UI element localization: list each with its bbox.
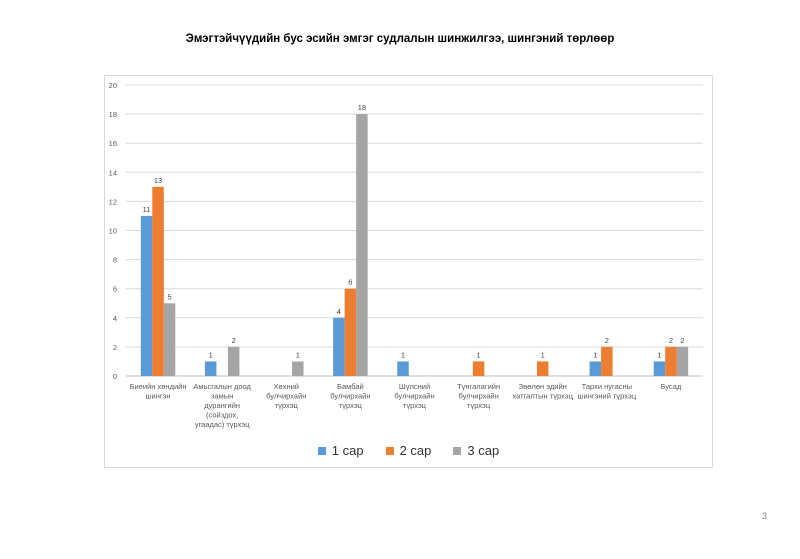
- data-label: 18: [357, 103, 367, 113]
- bar-2: [601, 347, 613, 376]
- bar-1: [590, 361, 602, 376]
- bar-2: [537, 361, 549, 376]
- data-label: 1: [400, 350, 406, 360]
- data-label: 2: [668, 335, 674, 345]
- x-tick-label: Шүлсний булчирхайн түрхэц: [394, 382, 435, 410]
- y-tick-label: 6: [112, 284, 117, 294]
- bar-1: [205, 361, 217, 376]
- bar-3: [677, 347, 689, 376]
- data-label: 2: [680, 335, 685, 345]
- bar-1: [397, 361, 409, 376]
- bar-1: [333, 318, 345, 376]
- data-label: 4: [336, 306, 341, 316]
- y-tick-label: 8: [112, 255, 117, 265]
- legend-item-series-3: [453, 443, 499, 458]
- y-tick-label: 10: [108, 226, 117, 236]
- data-label: 1: [657, 350, 662, 360]
- legend-swatch-series-3: [453, 447, 461, 455]
- data-label: 1: [476, 350, 481, 360]
- x-tick-label: Амьсгалын доод замын дурангийн (сойздох, угаадас) түрхэц: [193, 382, 251, 429]
- bar-2: [345, 289, 357, 376]
- data-label: 6: [348, 277, 353, 287]
- bar-1: [654, 361, 666, 376]
- bar-1: [141, 216, 153, 376]
- bar-2: [665, 347, 677, 376]
- bar-3: [356, 114, 368, 376]
- data-label: 13: [153, 175, 163, 185]
- x-tick-label: Түнгалагийн булчирхайн түрхэц: [457, 382, 501, 410]
- data-label: 1: [540, 350, 545, 360]
- data-label: 11: [142, 204, 151, 214]
- chart-legend: [104, 443, 713, 458]
- data-label: 1: [208, 350, 213, 360]
- x-tick-label: Зөөлөн эдийн хатгалтын түрхэц: [512, 382, 573, 401]
- data-label: 5: [167, 292, 172, 302]
- legend-label-series-3: 3 сар: [467, 443, 500, 458]
- x-tick-label: Биеийн хөндийн шингэн: [129, 382, 187, 401]
- y-tick-label: 12: [108, 197, 117, 207]
- legend-swatch-series-2: [386, 447, 394, 455]
- data-label: 1: [295, 350, 300, 360]
- page-number: 3: [762, 511, 768, 521]
- y-tick-label: 20: [108, 81, 117, 90]
- y-tick-label: 14: [108, 168, 117, 178]
- legend-swatch-series-1: [318, 447, 326, 455]
- legend-item-series-2: [386, 443, 432, 458]
- y-tick-label: 2: [112, 342, 117, 352]
- y-tick-label: 16: [108, 139, 117, 149]
- data-label: 2: [231, 335, 236, 345]
- x-tick-label: Тархи нугасны шингэний түрхэц: [577, 382, 637, 401]
- bar-3: [164, 303, 176, 376]
- y-tick-label: 0: [112, 372, 117, 381]
- data-label: 2: [604, 335, 609, 345]
- data-label: 1: [593, 350, 598, 360]
- bar-2: [473, 361, 485, 376]
- legend-item-series-1: [318, 443, 364, 458]
- bar-3: [228, 347, 240, 376]
- y-tick-label: 4: [112, 313, 117, 323]
- bar-3: [292, 361, 304, 376]
- legend-label-series-1: 1 сар: [331, 443, 364, 458]
- bar-2: [152, 187, 164, 376]
- x-tick-label: Хөхний булчирхайн түрхэц: [266, 382, 307, 410]
- chart-title: Эмэгтэйчүүдийн бус эсийн эмгэг судлалын шинжилгээ, шингэний төрлөөр: [185, 33, 615, 45]
- x-tick-label: Бамбай булчирхайн түрхэц: [330, 382, 371, 410]
- y-tick-label: 18: [108, 110, 117, 120]
- legend-label-series-2: 2 сар: [399, 443, 432, 458]
- x-tick-label: Бусад: [660, 382, 682, 391]
